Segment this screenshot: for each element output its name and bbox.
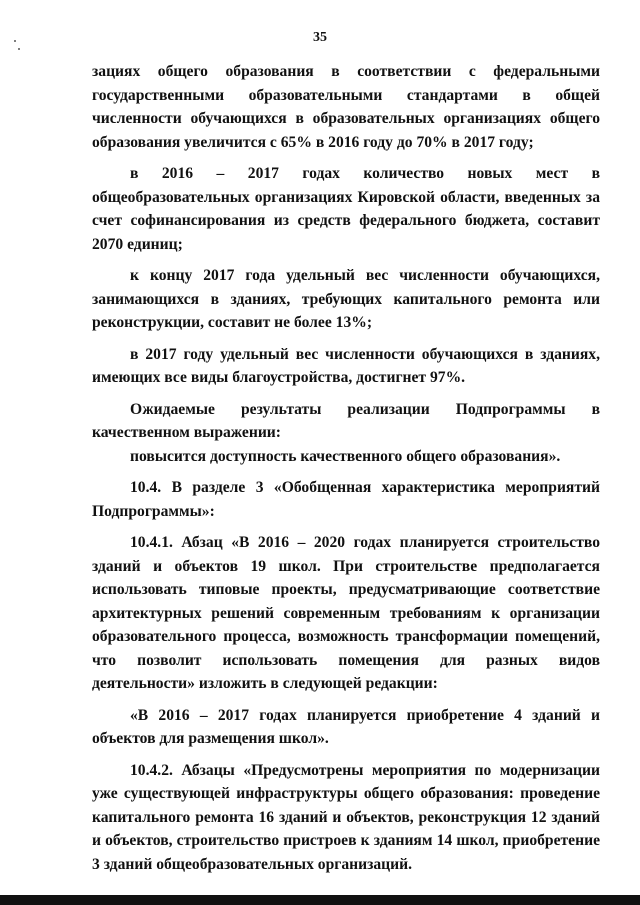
page-number: 35 (313, 30, 327, 45)
paragraph-accessibility: повысится доступность качественного общего образования». (130, 447, 561, 465)
paragraph-new-wording: «В 2016 – 2017 годах планируется приобретение 4 зданий и объектов для размещения школ». (92, 706, 600, 747)
paragraph-amenities-share: в 2017 году удельный вес численности обучающихся в зданиях, имеющих все виды благоустройства, достигнет 97%. (92, 345, 600, 386)
body-text (92, 60, 600, 884)
paragraph-10-4-2: 10.4.2. Абзацы «Предусмотрены мероприятия по модернизации уже существующей инфраструктуры общего образования: проведение капитального ремонта 16 зданий и объектов, реконструкция 12 зданий и объектов, строительство пристроев к зданиям 14 школ, приобретение 3 зданий общеобразовательных организаций. (92, 761, 600, 873)
paragraph-repair-share: к концу 2017 года удельный вес численности обучающихся, занимающихся в зданиях, требующих капитального ремонта или реконструкции, составит не более 13%; (92, 267, 600, 331)
paragraph-10-4-1: 10.4.1. Абзац «В 2016 – 2020 годах планируется строительство зданий и объектов 19 школ. При строительстве предполагается использовать типовые проекты, предусматривающие соответствие архитектурных решений современным требованиям к организации образовательного процесса, возможность трансформации помещений, что позволит использовать помещения для разных видов деятельности» изложить в следующей редакции: (92, 534, 600, 692)
scan-speck (18, 48, 20, 50)
scan-bottom-border (0, 895, 640, 905)
paragraph-continuation: зациях общего образования в соответствии с федеральными государственными образовательными стандартами в общей численности обучающихся в образовательных организациях общего образования увеличится с 65% в 2016 году до 70% в 2017 году; (92, 63, 600, 151)
paragraph-new-places: в 2016 – 2017 годах количество новых мест в общеобразовательных организациях Кировской области, введенных за счет софинансирования из средств федерального бюджета, составит 2070 единиц; (92, 165, 600, 253)
paragraph-qualitative-results: Ожидаемые результаты реализации Подпрограммы в качественном выражении: (92, 400, 600, 441)
paragraph-section-3: 10.4. В разделе 3 «Обобщенная характеристика мероприятий Подпрограммы»: (92, 479, 600, 520)
